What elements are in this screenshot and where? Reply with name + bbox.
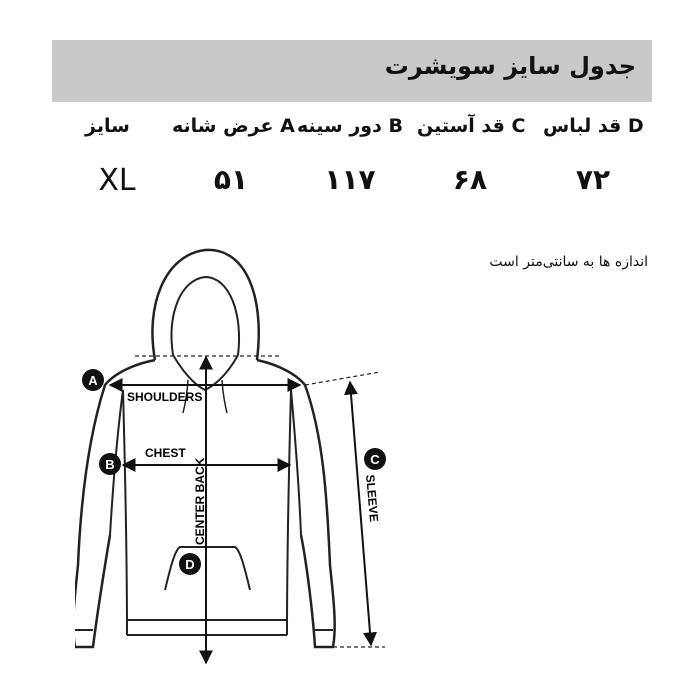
sleeve-label: SLEEVE [363,474,382,523]
marker-a-label: A [88,373,98,388]
center-back-label: CENTER BACK [193,457,207,545]
measurement-note: اندازه ها به سانتی‌متر است [489,254,648,270]
value-length-d: ۷۲ [575,163,611,196]
marker-d-label: D [185,557,195,572]
chest-label: CHEST [145,446,186,460]
value-chest-b: ۱۱۷ [324,163,376,196]
marker-c-label: C [370,452,380,467]
header-shoulder-a: A عرض شانه [172,115,295,137]
value-size: XL [98,163,136,198]
value-shoulder-a: ۵۱ [213,163,249,196]
title-bar [52,40,652,102]
value-sleeve-c: ۶۸ [452,163,488,196]
header-sleeve-c: C قد آستین [417,115,526,137]
shoulders-label: SHOULDERS [127,390,203,404]
header-chest-b: B دور سینه [297,115,403,137]
header-size: سایز [85,115,130,137]
marker-b-label: B [105,457,115,472]
hoodie-diagram [75,235,405,675]
page-title: جدول سایز سویشرت [384,52,636,80]
header-length-d: D قد لباس [543,115,644,137]
